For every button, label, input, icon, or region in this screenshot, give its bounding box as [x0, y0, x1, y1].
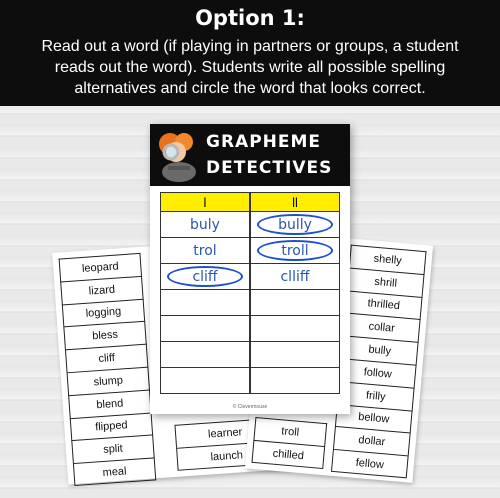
table-row	[160, 212, 340, 238]
word-cell: bless	[63, 321, 146, 349]
table-cell	[250, 368, 340, 394]
table-header	[160, 192, 340, 212]
table-cell	[250, 264, 340, 290]
word-cell: thrilled	[345, 290, 423, 319]
handwritten-word: cliff	[192, 268, 218, 285]
table-cell	[250, 290, 340, 316]
circle-mark	[257, 240, 333, 261]
option-title: Option 1:	[195, 6, 305, 30]
spelling-table	[160, 192, 340, 394]
word-cell: bellow	[335, 404, 413, 433]
handwritten-word: buly	[190, 216, 220, 233]
handwritten-word: clliff	[280, 268, 310, 285]
table-cell	[250, 212, 340, 238]
table-cell	[250, 316, 340, 342]
word-cell: blend	[68, 389, 151, 417]
handwritten-word: troll	[281, 242, 309, 259]
word-cell: shrill	[347, 267, 425, 296]
instructions-text	[10, 36, 490, 99]
poster-footer: © Clevermouse	[232, 404, 268, 410]
table-cell	[160, 342, 250, 368]
word-cell: flipped	[70, 412, 153, 440]
word-cell: fellow	[331, 449, 409, 478]
word-cell: leopard	[59, 253, 142, 281]
table-cell	[160, 290, 250, 316]
poster-title-line2: DETECTIVES	[206, 158, 333, 178]
circle-mark	[167, 266, 243, 287]
table-cell	[160, 238, 250, 264]
instructions-line: alternatives and circle the word that looks correct.	[74, 80, 426, 97]
table-row	[160, 342, 340, 368]
word-cell: meal	[73, 458, 156, 486]
word-cell: chilled	[251, 440, 325, 469]
word-cell: split	[71, 435, 154, 463]
table-row	[160, 290, 340, 316]
table-cell	[160, 316, 250, 342]
word-cell: launch	[176, 441, 277, 471]
grapheme-detectives-poster	[150, 124, 350, 414]
table-cell	[160, 368, 250, 394]
column-heading: ll	[250, 192, 340, 212]
poster-header	[150, 124, 350, 186]
word-column-right-1	[251, 417, 327, 469]
word-cell: dollar	[333, 426, 411, 455]
word-cell: lizard	[60, 276, 143, 304]
word-cell: learner	[174, 418, 275, 448]
instructions-line: reads out the word). Students write all possible spelling	[54, 59, 446, 76]
table-cell	[250, 342, 340, 368]
word-cell: logging	[62, 298, 145, 326]
table-row	[160, 316, 340, 342]
word-cell: frilly	[337, 381, 415, 410]
instructions-banner	[0, 0, 500, 106]
word-cell: cliff	[65, 344, 148, 372]
column-heading: l	[160, 192, 250, 212]
word-cell: troll	[253, 417, 327, 446]
word-cell: shelly	[349, 245, 427, 274]
word-column-left-1	[59, 253, 156, 478]
table-row	[160, 238, 340, 264]
handwritten-word: trol	[193, 242, 217, 259]
word-cell: bully	[341, 335, 419, 364]
table-cell	[160, 212, 250, 238]
word-cell: collar	[343, 313, 421, 342]
table-cell	[160, 264, 250, 290]
table-row	[160, 368, 340, 394]
word-cell: follow	[339, 358, 417, 387]
poster-title-line1: GRAPHEME	[206, 132, 322, 152]
table-cell	[250, 238, 340, 264]
handwritten-word: bully	[278, 216, 312, 233]
circle-mark	[257, 214, 333, 235]
table-row	[160, 264, 340, 290]
instructions-line: Read out a word (if playing in partners or groups, a student	[41, 38, 459, 55]
detective-mascot-icon	[154, 130, 200, 182]
word-cell: slump	[67, 367, 150, 395]
